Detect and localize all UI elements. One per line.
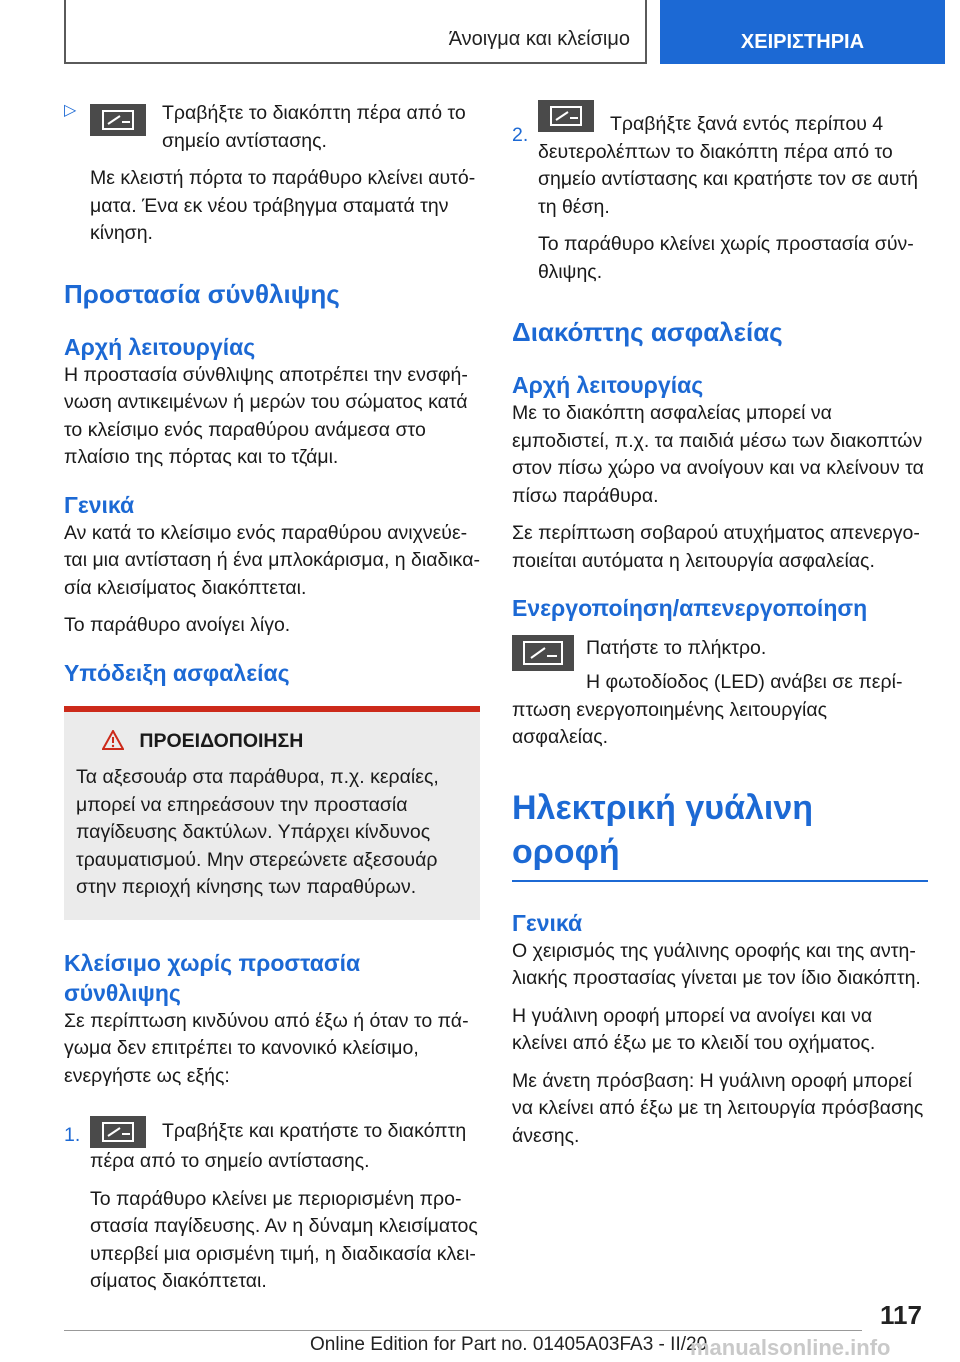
- warning-header: [76, 728, 468, 759]
- step-2-note: Το παράθυρο κλείνει χωρίς προστασία σύνθλιψης.: [538, 233, 914, 283]
- heading-principle: Αρχή λειτουργίας: [64, 333, 256, 360]
- principle-text-right-2: Σε περίπτωση σοβαρού ατυχήματος απενεργοποιείται αυτόματα η λειτουργία ασφαλείας.: [512, 522, 920, 572]
- general-text: Αν κατά το κλείσιμο ενός παραθύρου ανιχνεύεται μια αντίσταση ή ένα μπλοκάρισμα, η διαδικασία κλεισίματος διακόπτεται.: [64, 521, 480, 599]
- safety-switch-button-icon: [512, 635, 574, 671]
- heading-principle-right: Αρχή λειτουργίας: [512, 372, 704, 398]
- heading-glass-roof: Ηλεκτρική γυάλινη οροφή: [512, 788, 814, 871]
- list-item-step-2: [512, 100, 928, 286]
- step-1-text: Τραβήξτε και κρατήστε το διακόπτη πέρα από το σημείο αντίστασης.: [90, 1120, 467, 1172]
- closing-text: Σε περίπτωση κινδύνου από έξω ή όταν το πάγωμα δεν επιτρέπει το κανονικό κλείσιμο, ενεργήστε ως εξής:: [64, 1009, 469, 1087]
- step-2-line: [538, 100, 928, 221]
- heading-rule: [512, 880, 928, 882]
- warning-title: ΠΡΟΕΙΔΟΠΟΙΗΣΗ: [139, 729, 304, 752]
- step-2-number: 2.: [512, 124, 529, 146]
- step-1-line: [90, 1116, 480, 1176]
- step-1-note: Το παράθυρο κλείνει με περιορισμένη προστασία παγίδευσης. Αν η δύναμη κλεισίματος υπερβεί μια ορισμένη τιμή, η διαδικασία κλεισίματος διακόπτεται.: [90, 1187, 478, 1292]
- right-column: [512, 100, 928, 1150]
- warning-text: Τα αξεσουάρ στα παράθυρα, π.χ. κεραίες, μπορεί να επηρεάσουν την προστασία παγίδευσης δακτύλων. Υπάρχει κίνδυνος τραυματισμού. Μην στερεώνετε αξεσουάρ στην περιοχή κίνησης των παραθύρων.: [76, 766, 439, 898]
- step-2-text: Τραβήξτε ξανά εντός περίπου 4 δευτερολέπτων το διακόπτη πέρα από το σημείο αντίστασης και κρατήστε τον σε αυτή τη θέση.: [538, 113, 919, 218]
- warning-triangle-icon: [102, 730, 124, 759]
- heading-pinch-protection: Προστασία σύνθλιψης: [64, 278, 340, 309]
- press-text: Πατήστε το πλήκτρο.: [586, 637, 767, 659]
- heading-safety-switch: Διακόπτης ασφαλείας: [512, 317, 783, 347]
- step-1-number: 1.: [64, 1124, 81, 1146]
- roof-text-1: Ο χειρισμός της γυάλινης οροφής και της αντηλιακής προστασίας γίνεται με τον ίδιο διακόπτη.: [512, 939, 921, 989]
- heading-general-right: Γενικά: [512, 909, 583, 936]
- list-item-pull: [64, 100, 480, 248]
- window-switch-icon: [90, 104, 146, 136]
- heading-general: Γενικά: [64, 491, 135, 518]
- heading-safety-hint: Υπόδειξη ασφαλείας: [64, 659, 290, 686]
- general-text-2: Το παράθυρο ανοίγει λίγο.: [64, 614, 291, 636]
- page-number: 117: [880, 1300, 922, 1330]
- principle-text: Η προστασία σύνθλιψης αποτρέπει την ενσφήνωση αντικειμένων ή μερών του σώματος κατά το κλείσιμο ενός παραθύρου ανάμεσα στο πλαίσιο της πόρτας και το τζάμι.: [64, 363, 468, 468]
- list-item-step-1: [64, 1116, 480, 1296]
- footer-edition: Online Edition for Part no. 01405A03FA3 - II/20: [310, 1334, 708, 1355]
- step-pull-note: Με κλειστή πόρτα το παράθυρο κλείνει αυτόματα. Ένα εκ νέου τράβηγμα σταματά την κίνηση.: [90, 167, 476, 244]
- step-pull-text: Τραβήξτε το διακόπτη πέρα από το σημείο αντίστασης.: [162, 102, 466, 152]
- roof-text-3: Με άνετη πρόσβαση: Η γυάλινη οροφή μπορεί να κλείνει από έξω με τη λειτουργία πρόσβασης άνεσης.: [512, 1069, 924, 1147]
- left-column: [64, 100, 480, 1296]
- press-row: [512, 635, 928, 671]
- chapter-title: Άνοιγμα και κλείσιμο: [448, 28, 630, 50]
- window-switch-icon: [538, 100, 594, 132]
- section-tab[interactable]: ΧΕΙΡΙΣΤΗΡΙΑ: [660, 0, 945, 64]
- principle-text-right: Με το διακόπτη ασφαλείας μπορεί να εμποδιστεί, π.χ. τα παιδιά μέσω των διακοπτών στον πίσω χώρο να ανοίγουν και να κλείνουν τα πίσω παράθυρα.: [512, 402, 924, 507]
- triangle-arrow-icon: ▷: [64, 102, 77, 119]
- watermark: manualsonline.info: [690, 1335, 891, 1360]
- warning-box: [64, 706, 480, 920]
- roof-text-2: Η γυάλινη οροφή μπορεί να ανοίγει και να κλείνει από έξω με το κλειδί του οχήματος.: [512, 1004, 876, 1054]
- footer-rule: [64, 1330, 862, 1331]
- window-switch-icon: [90, 1116, 146, 1148]
- led-text: Η φωτοδίοδος (LED) ανάβει σε περίπτωση ενεργοποιημένης λειτουργίας ασφαλείας.: [512, 671, 903, 748]
- heading-closing-without-protection: Κλείσιμο χωρίς προστασία σύνθλιψης: [64, 949, 361, 1006]
- heading-activate-deactivate: Ενεργοποίηση/απενεργοποίηση: [512, 595, 868, 621]
